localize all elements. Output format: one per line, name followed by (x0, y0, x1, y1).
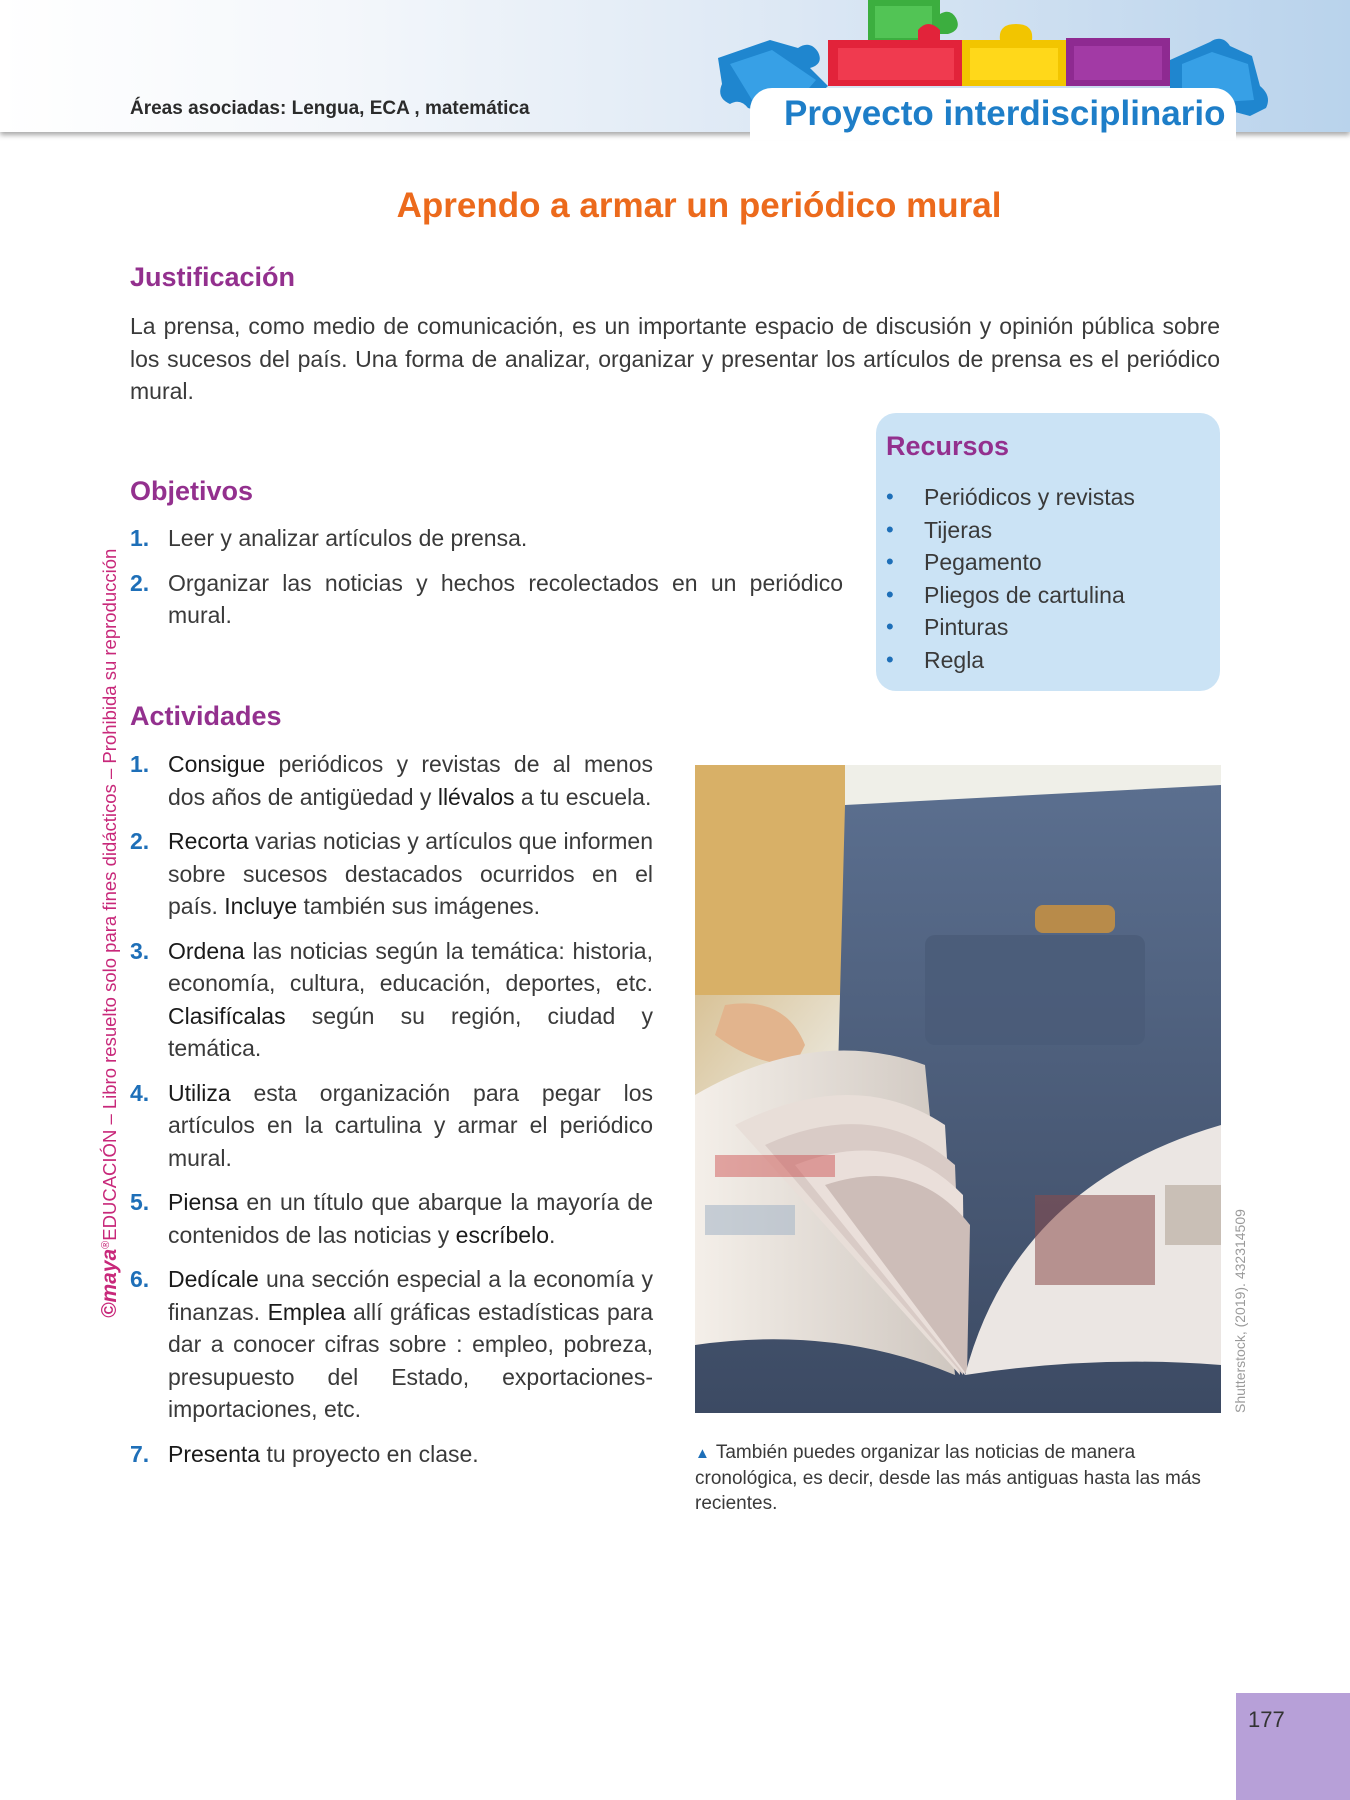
caption-text: También puedes organizar las noticias de manera cronológica, es decir, desde las más antiguas hasta las más recientes. (695, 1442, 1201, 1514)
project-title: Proyecto interdisciplinario (784, 94, 1226, 133)
person-reading-magazine-image (695, 765, 1221, 1413)
objetivos-heading: Objetivos (130, 476, 254, 506)
actividad-item (130, 935, 653, 1065)
item-text: a tu escuela. (514, 783, 652, 810)
item-text: también sus imágenes. (297, 893, 541, 919)
resource-item: • Pinturas (886, 611, 1135, 644)
item-text: una sección especial a la economía y finanzas. (168, 1266, 653, 1325)
action-keyword: Presenta (168, 1440, 261, 1467)
item-number: 1. (130, 751, 150, 777)
magazine-photo (695, 765, 1221, 1413)
item-text: allí gráficas estadísticas para dar a conocer cifras sobre : empleo, pobreza, presupuesto del Estado, exportaciones-importaciones, etc. (168, 1298, 653, 1422)
objetivo-item (130, 567, 843, 632)
page-title (0, 186, 1350, 226)
photo-credit: Shutterstock, (2019). 432314509 (1232, 1209, 1248, 1413)
item-text: periódicos y revistas de al menos dos años de antigüedad y (168, 751, 653, 810)
item-number: 6. (130, 1266, 150, 1292)
action-keyword: Recorta (168, 828, 249, 854)
resource-item: • Pegamento (886, 546, 1135, 579)
resource-item: • Regla (886, 644, 1135, 677)
action-keyword: Consigue (168, 751, 266, 777)
actividad-item (130, 825, 653, 923)
item-text: en un título que abarque la mayoría de contenidos de las noticias y (168, 1189, 653, 1248)
item-number: 1. (130, 525, 150, 551)
item-text: tu proyecto en clase. (260, 1440, 479, 1467)
item-text: varias noticias y artículos que informen sobre sucesos destacados ocurridos en el país. (168, 828, 653, 919)
action-keyword: escríbelo (455, 1221, 549, 1248)
copyright-side-credit (98, 549, 122, 1318)
action-keyword: Clasifícalas (168, 1002, 286, 1029)
item-text: esta organización para pegar los artículos en la cartulina y armar el periódico mural. (168, 1079, 653, 1171)
resources-list (886, 481, 1135, 677)
page-number: 177 (1248, 1707, 1285, 1732)
action-keyword: Incluye (224, 893, 298, 919)
objetivos-list (130, 522, 843, 644)
item-number: 5. (130, 1189, 150, 1215)
action-keyword: Dedícale (168, 1266, 259, 1292)
item-number: 2. (130, 569, 150, 596)
item-text: . (549, 1221, 556, 1248)
action-keyword: Piensa (168, 1189, 239, 1215)
actividad-item (130, 1186, 653, 1251)
resource-item: • Periódicos y revistas (886, 481, 1135, 514)
objetivo-item (130, 522, 843, 555)
action-keyword: Emplea (267, 1298, 346, 1325)
item-number: 2. (130, 828, 150, 854)
action-keyword: Ordena (168, 937, 245, 964)
item-text: Leer y analizar artículos de prensa. (168, 525, 528, 551)
photo-caption (695, 1440, 1225, 1516)
justificacion-heading: Justificación (130, 262, 296, 292)
item-text: las noticias según la temática: historia, economía, cultura, educación, deportes, etc. (168, 937, 653, 996)
publisher-logo: ©maya (98, 1248, 121, 1318)
item-text: Organizar las noticias y hechos recolectados en un periódico mural. (168, 569, 843, 628)
registered-mark: ® (99, 1240, 112, 1249)
item-number: 3. (130, 937, 150, 964)
item-text: según su región, ciudad y temática. (168, 1002, 653, 1061)
triangle-icon: ▲ (695, 1445, 710, 1462)
item-number: 4. (130, 1079, 150, 1106)
associated-areas: Áreas asociadas: Lengua, ECA , matemática (130, 98, 530, 119)
actividades-list (130, 748, 653, 1482)
resource-item: • Tijeras (886, 514, 1135, 547)
copyright-text: EDUCACIÓN – Libro resuelto solo para fines didácticos – Prohibida su reproducción (99, 548, 120, 1241)
actividad-item (130, 1438, 653, 1471)
action-keyword: llévalos (437, 783, 515, 810)
actividades-heading: Actividades (130, 701, 282, 731)
actividad-item (130, 1077, 653, 1175)
justificacion-text: La prensa, como medio de comunicación, es un importante espacio de discusión y opinión pública sobre los sucesos del país. Una forma de analizar, organizar y presentar los artículos de prensa es el periódico mural. (130, 313, 1220, 404)
actividad-item (130, 748, 653, 813)
resources-heading: Recursos (886, 431, 1010, 461)
resource-item: • Pliegos de cartulina (886, 579, 1135, 612)
item-number: 7. (130, 1440, 150, 1467)
actividad-item (130, 1263, 653, 1426)
action-keyword: Utiliza (168, 1079, 231, 1106)
page-title-text: Aprendo a armar un periódico mural (396, 186, 1002, 225)
